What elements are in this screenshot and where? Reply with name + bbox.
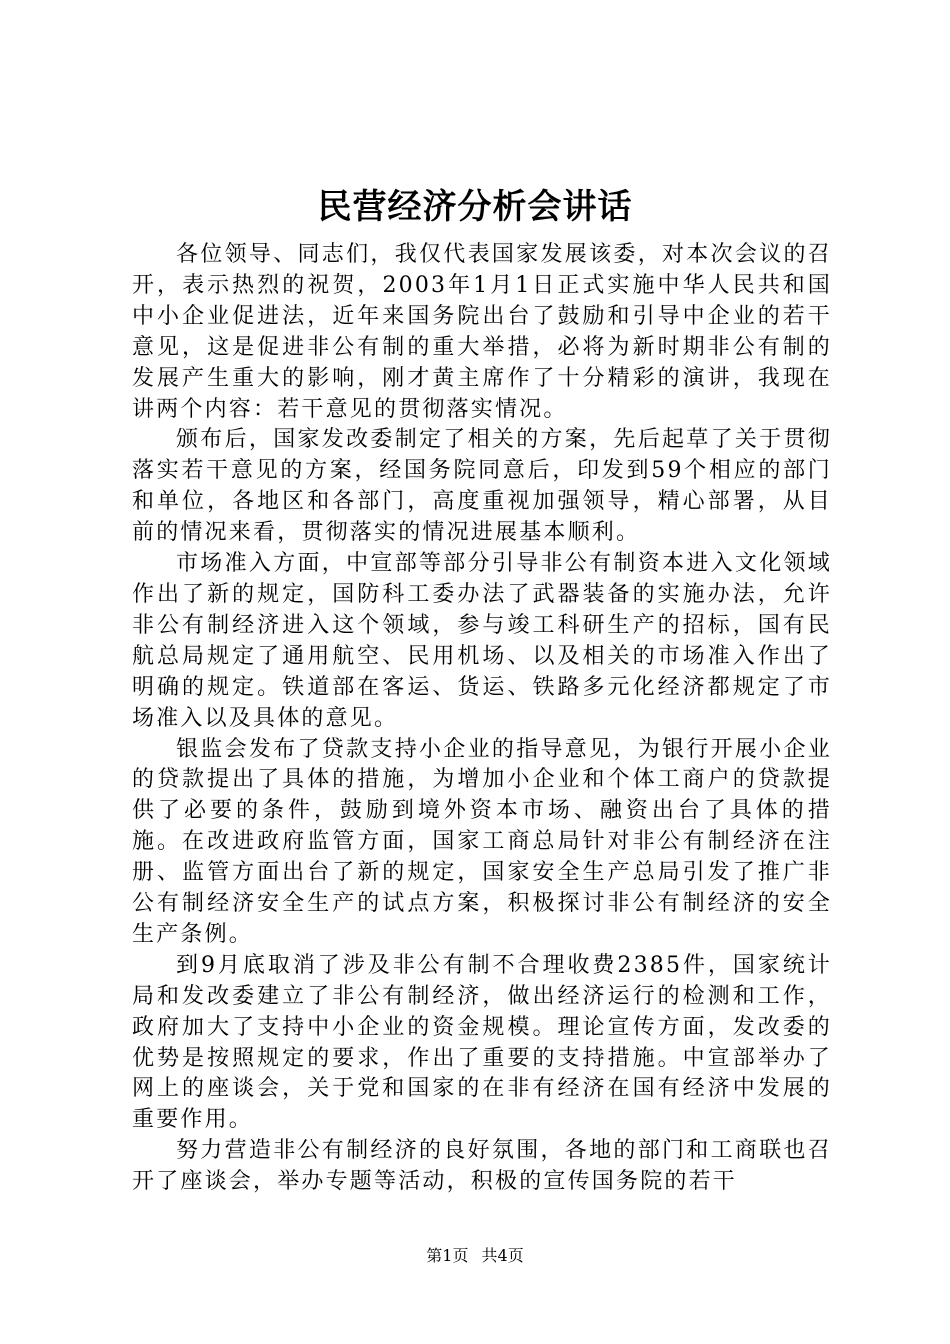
page-number-total: 共4页 xyxy=(481,1246,524,1265)
page-number-current: 第1页 xyxy=(426,1246,469,1265)
paragraph-3: 市场准入方面，中宣部等部分引导非公有制资本进入文化领域作出了新的规定，国防科工委办法了武器装备的实施办法，允许非公有制经济进入这个领域，参与竣工科研生产的招标，国有民航总局规定了通用航空、民用机场、以及相关的市场准入作出了明确的规定。铁道部在客运、货运、铁路多元化经济都规定了市场准入以及具体的意见。 xyxy=(132,551,832,731)
paragraph-1: 各位领导、同志们，我仅代表国家发展该委，对本次会议的召开，表示热烈的祝贺，2003年1月1日正式实施中华人民共和国中小企业促进法，近年来国务院出台了鼓励和引导中企业的若干意见，这是促进非公有制的重大举措，必将为新时期非公有制的发展产生重大的影响，刚才黄主席作了十分精彩的演讲，我现在讲两个内容：若干意见的贯彻落实情况。 xyxy=(132,242,832,422)
paragraph-4: 银监会发布了贷款支持小企业的指导意见，为银行开展小企业的贷款提出了具体的措施，为增加小企业和个体工商户的贷款提供了必要的条件，鼓励到境外资本市场、融资出台了具体的措施。在改进政府监管方面，国家工商总局针对非公有制经济在注册、监管方面出台了新的规定，国家安全生产总局引发了推广非公有制经济安全生产的试点方案，积极探讨非公有制经济的安全生产条例。 xyxy=(132,736,832,947)
document-title: 民营经济分析会讲话 xyxy=(317,187,633,227)
document-body xyxy=(132,240,832,1198)
page-footer xyxy=(0,1246,950,1266)
paragraph-5: 到9月底取消了涉及非公有制不合理收费2385件，国家统计局和发改委建立了非公有制经济，做出经济运行的检测和工作，政府加大了支持中小企业的资金规模。理论宣传方面，发改委的优势是按照规定的要求，作出了重要的支持措施。中宣部举办了网上的座谈会，关于党和国家的在非有经济在国有经济中发展的重要作用。 xyxy=(132,952,832,1133)
paragraph-2: 颁布后，国家发改委制定了相关的方案，先后起草了关于贯彻落实若干意见的方案，经国务院同意后，印发到59个相应的部门和单位，各地区和各部门，高度重视加强领导，精心部署，从目前的情况来看，贯彻落实的情况进展基本顺利。 xyxy=(132,427,832,546)
paragraph-6: 努力营造非公有制经济的良好氛围，各地的部门和工商联也召开了座谈会，举办专题等活动，积极的宣传国务院的若干 xyxy=(132,1138,832,1195)
